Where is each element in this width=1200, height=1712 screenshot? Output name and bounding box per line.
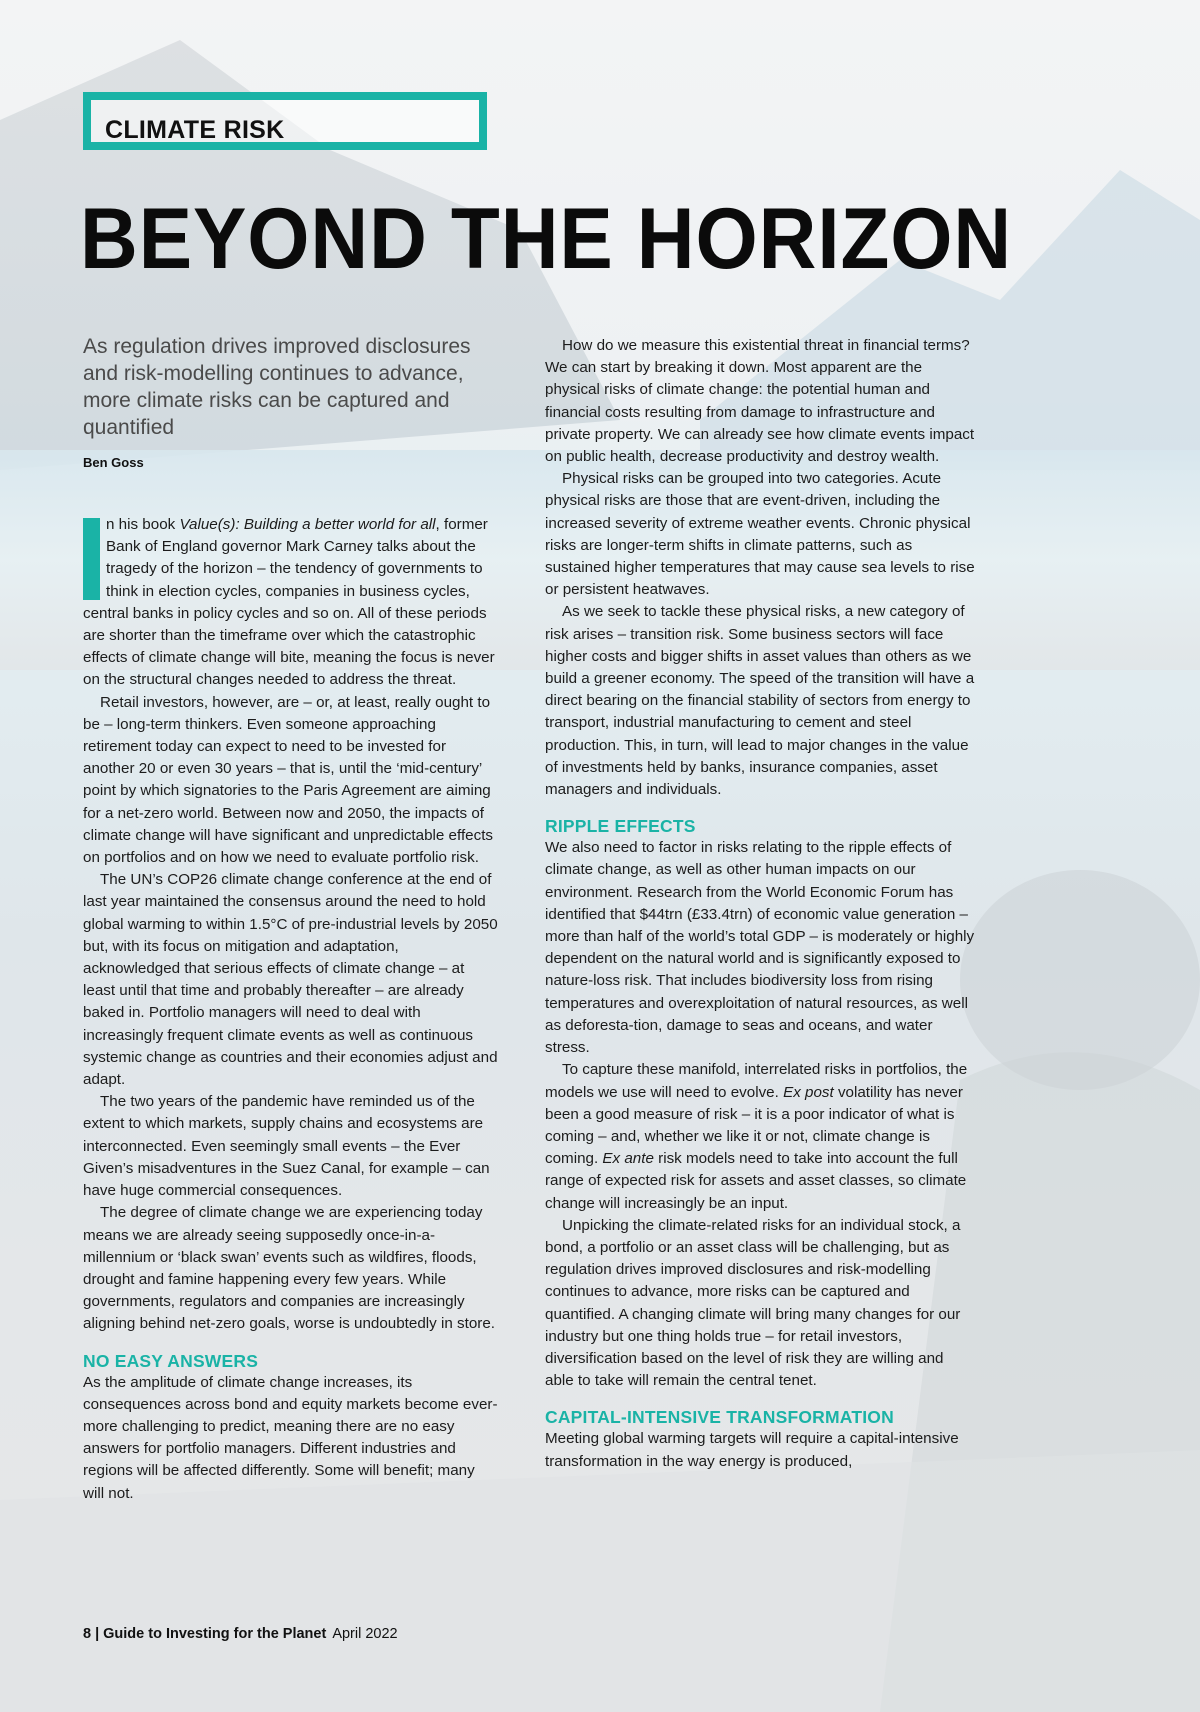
paragraph-7: How do we measure this existential threat in financial terms? We can start by breaking it down. Most apparent are the physical risks of climate change: the potential human and financial costs resulting from damage to infrastructure and private property. We can already see how climate events impact on public health, decrease productivity and destroy wealth. <box>545 337 975 466</box>
paragraph-1 <box>83 514 498 692</box>
paragraph-8: Physical risks can be grouped into two categories. Acute physical risks are those that are event-driven, including the increased severity of extreme weather events. Chronic physical risks are longer-term shifts in climate patterns, such as sustained higher temperatures that may cause sea levels to rise or persistent heatwaves. <box>545 470 975 599</box>
standfirst: As regulation drives improved disclosures and risk-modelling continues to advance, more climate risks can be captured and quantified <box>83 335 471 439</box>
paragraph-4: The two years of the pandemic have reminded us of the extent to which markets, supply chains and ecosystems are interconnected. Even seemingly small events – the Ever Given’s misadventures in the Suez Canal, for example – can have huge commercial consequences. <box>83 1093 490 1200</box>
paragraph-3: The UN’s COP26 climate change conference at the end of last year maintained the consensus around the need to hold global warming to within 1.5°C of pre-industrial levels by 2050 but, with its focus on mitigation and adaptation, acknowledged that serious effects of climate change – at least until that time and probably thereafter – are already baked in. Portfolio managers will need to deal with increasingly frequent climate events as well as continuous systemic change as countries and their economies adjust and adapt. <box>83 871 498 1089</box>
footer-separator: | <box>95 1626 100 1642</box>
page-footer <box>83 1626 398 1642</box>
subhead-ripple-effects: RIPPLE EFFECTS <box>545 816 696 837</box>
paragraph-13: Meeting global warming targets will require a capital-intensive transformation in the way energy is produced, <box>545 1430 959 1470</box>
paragraph-6: As the amplitude of climate change increases, its consequences across bond and equity markets become ever-more challenging to predict, meaning there are no easy answers for portfolio managers. Different industries and regions will be affected differently. Some will benefit; many will not. <box>83 1373 498 1502</box>
ex-post-term: Ex post <box>783 1083 834 1101</box>
section-tag <box>83 92 487 150</box>
paragraph-1-start: n his book <box>106 516 180 533</box>
headline: BEYOND THE HORIZON <box>80 191 1013 287</box>
left-column <box>83 514 498 1505</box>
paragraph-11-end: risk models need to take into account the full range of expected risk for assets and asset classes, so climate change will increasingly be an input. <box>545 1150 967 1212</box>
paragraph-5: The degree of climate change we are experiencing today means we are already seeing supposedly once-in-a-millennium or ‘black swan’ events such as wildfires, floods, drought and famine happening every few years. While governments, regulators and companies are increasingly aligning behind net-zero goals, worse is undoubtedly in store. <box>83 1204 496 1333</box>
subhead-no-easy-answers: NO EASY ANSWERS <box>83 1350 259 1371</box>
page-number: 8 <box>83 1626 92 1642</box>
section-tag-label: CLIMATE RISK <box>105 116 285 144</box>
paragraph-11 <box>545 1059 975 1214</box>
publication-title: Guide to Investing for the Planet <box>103 1626 327 1642</box>
paragraph-10: We also need to factor in risks relating to the ripple effects of climate change, as well as other human impacts on our environment. Research from the World Economic Forum has identified that $44trn (£33.4trn) of economic value generation – more than half of the world’s total GDP – is moderately or highly dependent on the natural world and is significantly exposed to nature-loss risk. That includes biodiversity loss from rising temperatures and overexploitation of natural resources, as well as deforesta-tion, damage to seas and oceans, and water stress. <box>545 839 975 1057</box>
book-title: Value(s): Building a better world for all <box>179 516 436 533</box>
paragraph-2: Retail investors, however, are – or, at least, really ought to be – long-term thinkers. Even someone approaching retirement today can expect to need to be invested for another 20 or even 30 years – that is, until the ‘mid-century’ point by which signatories to the Paris Agreement are aiming for a net-zero world. Between now and 2050, the impacts of climate change will have significant and unpredictable effects on portfolios and on how we need to evaluate portfolio risk. <box>83 693 494 867</box>
paragraph-11-middle: volatility has never been a good measure of risk – it is a poor indicator of what is coming – and, whether we like it or not, climate change is coming. <box>545 1083 963 1168</box>
drop-cap <box>83 518 100 600</box>
paragraph-11-start: To capture these manifold, interrelated risks in portfolios, the models we use will need to evolve. <box>545 1061 968 1101</box>
paragraph-12: Unpicking the climate-related risks for an individual stock, a bond, a portfolio or an asset class will be challenging, but as regulation drives improved disclosures and risk-modelling continues to advance, more risks can be captured and quantified. A changing climate will bring many changes for our industry but one thing holds true – for retail investors, diversification based on the level of risk they are willing and able to take will remain the central tenet. <box>545 1216 961 1390</box>
subhead-capital-intensive: CAPITAL-INTENSIVE TRANSFORMATION <box>545 1407 894 1428</box>
byline: Ben Goss <box>83 455 144 470</box>
paragraph-1-rest: , former Bank of England governor Mark Carney talks about the tragedy of the horizon – the tendency of governments to think in election cycles, companies in business cycles, central banks in policy cycles and so on. All of these periods are shorter than the timeframe over which the catastrophic effects of climate change will bite, meaning the focus is never on the structural changes needed to address the threat. <box>83 516 495 689</box>
ex-ante-term: Ex ante <box>602 1150 654 1168</box>
paragraph-9: As we seek to tackle these physical risks, a new category of risk arises – transition risk. Some business sectors will face higher costs and bigger shifts in asset values than others as we build a greener economy. The speed of the transition will have a direct bearing on the financial stability of sectors from energy to transport, industrial manufacturing to cement and steel production. This, in turn, will lead to major changes in the value of investments held by banks, insurance companies, asset managers and individuals. <box>545 603 975 799</box>
right-column <box>545 335 975 1473</box>
issue-date: April 2022 <box>332 1626 398 1642</box>
